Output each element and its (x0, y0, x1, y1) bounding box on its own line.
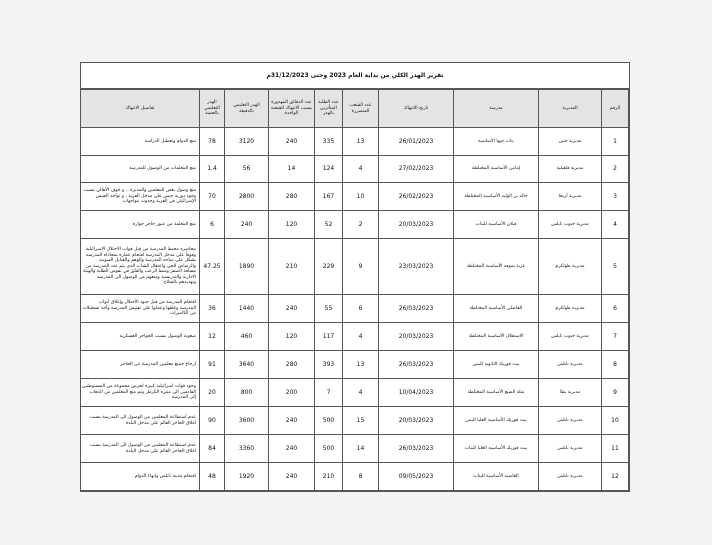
cell-school: عزبة شوفه الأساسية المختلطة (454, 239, 539, 295)
report-title: تقرير الهدر الكلي من بداية العام 2023 وحتى 31/12/2023م (81, 63, 629, 89)
cell-date: 10/04/2023 (379, 379, 454, 407)
cell-students: 393 (315, 351, 343, 379)
table-row (81, 295, 629, 323)
cell-details: منع المعلمات من الوصول للمدرسة (81, 156, 200, 183)
cell-periods: 70 (200, 183, 225, 211)
header-school: مدرسة (454, 90, 539, 128)
cell-details: منع وصول بعض المعلمين والمديرة .. و خوف الأهالي بسبب وجود دورية جيش على مدخل القرية ، و تواجد الجيش الإسرائيلي في القرية وحدوث مواجهات (81, 183, 200, 211)
cell-total-minutes: 3360 (225, 435, 269, 463)
cell-school: بنات جيها الأساسية (454, 128, 539, 156)
header-affected-classes: عدد الشعب المتضررة (343, 90, 379, 128)
cell-details: ارجاع جميع معلمين المدرسة عن الحاجز (81, 351, 200, 379)
cell-date: 23/03/2023 (379, 239, 454, 295)
cell-directorate: مديرية يطا (539, 379, 602, 407)
cell-school: بيت فوريك الأساسية العليا للبنات (454, 435, 539, 463)
cell-classes: 8 (343, 463, 379, 491)
cell-num: 7 (602, 323, 629, 351)
cell-directorate: مديرية نابلس (539, 463, 602, 491)
cell-num: 2 (602, 156, 629, 183)
cell-classes: 4 (343, 323, 379, 351)
cell-details: منع الدوام وتعطيل الدراسة (81, 128, 200, 156)
cell-students: 335 (315, 128, 343, 156)
cell-directorate: مديرية جنوب نابلس (539, 211, 602, 239)
cell-directorate: مديرية جنوب نابلس (539, 323, 602, 351)
cell-num: 5 (602, 239, 629, 295)
cell-minutes: 240 (269, 435, 315, 463)
cell-total-minutes: 3640 (225, 351, 269, 379)
cell-school: الفاضلي الأساسية المختلطة (454, 295, 539, 323)
cell-students: 117 (315, 323, 343, 351)
cell-directorate: مديرية نابلس (539, 435, 602, 463)
cell-directorate: مديرية جنين (539, 128, 602, 156)
header-row (81, 90, 629, 128)
cell-minutes: 280 (269, 183, 315, 211)
cell-classes: 14 (343, 435, 379, 463)
cell-minutes: 240 (269, 463, 315, 491)
cell-school: بيت فوريك الأساسية العليا للبنين (454, 407, 539, 435)
cell-classes: 4 (343, 379, 379, 407)
cell-directorate: مديرية نابلس (539, 351, 602, 379)
cell-school: بيت فوريك الثانوية للبنين (454, 351, 539, 379)
table-row (81, 407, 629, 435)
cell-details: عدم استطاعة المعلمين من الوصول الى المدرسة بسبب اغلاق الحاجز القائم على مدخل البلدة (81, 407, 200, 435)
cell-details: عدم استطاعة المعلمين من الوصول الى المدرسة بسبب اغلاق الحاجز القائم على مدخل البلدة (81, 435, 200, 463)
table-row (81, 379, 629, 407)
cell-directorate: مديرية طولكرم (539, 239, 602, 295)
cell-date: 20/03/2023 (379, 323, 454, 351)
cell-periods: 12 (200, 323, 225, 351)
cell-total-minutes: 3120 (225, 128, 269, 156)
cell-minutes: 200 (269, 379, 315, 407)
cell-minutes: 210 (269, 239, 315, 295)
cell-students: 55 (315, 295, 343, 323)
cell-classes: 6 (343, 295, 379, 323)
cell-details: اقتحام مدينة نابلس وانهاء الدوام (81, 463, 200, 491)
cell-num: 6 (602, 295, 629, 323)
cell-school: الغاضية الأساسية للبنات (454, 463, 539, 491)
cell-students: 500 (315, 435, 343, 463)
cell-num: 4 (602, 211, 629, 239)
header-total-minutes: الهدر التعليمي بالدقيقة (225, 90, 269, 128)
cell-minutes: 120 (269, 211, 315, 239)
cell-students: 210 (315, 463, 343, 491)
cell-num: 3 (602, 183, 629, 211)
cell-students: 7 (315, 379, 343, 407)
cell-periods: 90 (200, 407, 225, 435)
cell-date: 26/01/2023 (379, 128, 454, 156)
cell-minutes: 240 (269, 295, 315, 323)
table-row (81, 211, 629, 239)
cell-total-minutes: 1440 (225, 295, 269, 323)
cell-date: 26/03/2023 (379, 295, 454, 323)
cell-school: إماتين الأساسية المختلطة (454, 156, 539, 183)
header-date: تاريخ الانتهاك (379, 90, 454, 128)
cell-students: 229 (315, 239, 343, 295)
cell-classes: 2 (343, 211, 379, 239)
cell-total-minutes: 1920 (225, 463, 269, 491)
header-total-periods: الهدر التعليمي بالحصة (200, 90, 225, 128)
cell-periods: 47.25 (200, 239, 225, 295)
cell-classes: 9 (343, 239, 379, 295)
cell-total-minutes: 240 (225, 211, 269, 239)
cell-classes: 13 (343, 128, 379, 156)
cell-total-minutes: 56 (225, 156, 269, 183)
cell-date: 20/03/2023 (379, 211, 454, 239)
cell-directorate: مديرية نابلس (539, 407, 602, 435)
cell-school: مثلة الضبع الأساسية المختلطة (454, 379, 539, 407)
cell-classes: 15 (343, 407, 379, 435)
table-row (81, 156, 629, 183)
table-row (81, 435, 629, 463)
cell-date: 26/03/2023 (379, 351, 454, 379)
cell-students: 52 (315, 211, 343, 239)
report-sheet (80, 62, 630, 492)
cell-periods: 91 (200, 351, 225, 379)
cell-date: 20/03/2023 (379, 407, 454, 435)
cell-periods: 20 (200, 379, 225, 407)
cell-students: 500 (315, 407, 343, 435)
header-num: الرقم (602, 90, 629, 128)
cell-num: 12 (602, 463, 629, 491)
cell-periods: 1.4 (200, 156, 225, 183)
header-affected-students: عدد الطلبة المتأثرين بالهدر (315, 90, 343, 128)
cell-classes: 10 (343, 183, 379, 211)
cell-num: 1 (602, 128, 629, 156)
cell-students: 167 (315, 183, 343, 211)
cell-school: خالد بن الوليد الأساسية المختلطة (454, 183, 539, 211)
header-lost-minutes: عدد الدقائق المهدورة بسبب الانتهاك للشعبة الواحدة (269, 90, 315, 128)
cell-periods: 78 (200, 128, 225, 156)
cell-details: وجود قوات اسرائيلية كبيرة لحرس مجموعة من المستوطنين القادمين الى منتزه الكرمل وتم منع المعلمين من الذهاب إلى المدرسة (81, 379, 200, 407)
violations-table (80, 89, 629, 491)
header-directorate: المديرية (539, 90, 602, 128)
cell-minutes: 14 (269, 156, 315, 183)
cell-num: 10 (602, 407, 629, 435)
cell-date: 09/05/2023 (379, 463, 454, 491)
cell-classes: 13 (343, 351, 379, 379)
header-details: تفاصيل الانتهاك (81, 90, 200, 128)
table-row (81, 463, 629, 491)
cell-minutes: 240 (269, 407, 315, 435)
cell-minutes: 120 (269, 323, 315, 351)
cell-directorate: مديرية قلقيلية (539, 156, 602, 183)
cell-periods: 6 (200, 211, 225, 239)
cell-directorate: مديرية طولكرم (539, 295, 602, 323)
cell-total-minutes: 800 (225, 379, 269, 407)
cell-date: 26/02/2023 (379, 183, 454, 211)
cell-periods: 36 (200, 295, 225, 323)
cell-school: قبلان الأساسية للبنات (454, 211, 539, 239)
cell-directorate: مديرية أريحا (539, 183, 602, 211)
cell-details: اقتحام المدرسة من قبل جنود الأحتلال وإغلاق أبواب المدرسة وغلقها وعملوا على تفتيش المدرسة وأخذ تسجيلات من الكاميرات (81, 295, 200, 323)
cell-school: الاستقلال الأساسية المختلطة (454, 323, 539, 351)
cell-classes: 4 (343, 156, 379, 183)
cell-details: محاصرة محيط المدرسة من قبل قوات الاحتلال الاسرائيلية وقوفاً على مدخل المدرسة اقتحام عمارة بمحاذاة المدرسة بشكل على ساحة المدرسة والوهم والقنابل الصوتية والرصاص الحي واعتقال الشاب الذي يتم عدد المدرسة من مسافة الصفر وسط الرعب والقلق في نفوس الطلبة والهيئة الادارية والتدريسية ومنعهم من الوصول الى المدرسة وتهديدهم بالسلاح (81, 239, 200, 295)
cell-total-minutes: 3600 (225, 407, 269, 435)
table-row (81, 351, 629, 379)
cell-periods: 84 (200, 435, 225, 463)
cell-total-minutes: 1890 (225, 239, 269, 295)
cell-date: 26/03/2023 (379, 435, 454, 463)
cell-num: 8 (602, 351, 629, 379)
table-row (81, 183, 629, 211)
cell-num: 9 (602, 379, 629, 407)
cell-minutes: 240 (269, 128, 315, 156)
cell-total-minutes: 2800 (225, 183, 269, 211)
cell-date: 27/02/2023 (379, 156, 454, 183)
table-row (81, 128, 629, 156)
cell-periods: 48 (200, 463, 225, 491)
cell-minutes: 280 (269, 351, 315, 379)
cell-details: صعوبة الوصول بسبب الحواجز العسكرية (81, 323, 200, 351)
cell-total-minutes: 460 (225, 323, 269, 351)
cell-students: 124 (315, 156, 343, 183)
cell-num: 11 (602, 435, 629, 463)
cell-details: منع المعلمة من عبور حاجز حوارة (81, 211, 200, 239)
table-row (81, 239, 629, 295)
table-row (81, 323, 629, 351)
